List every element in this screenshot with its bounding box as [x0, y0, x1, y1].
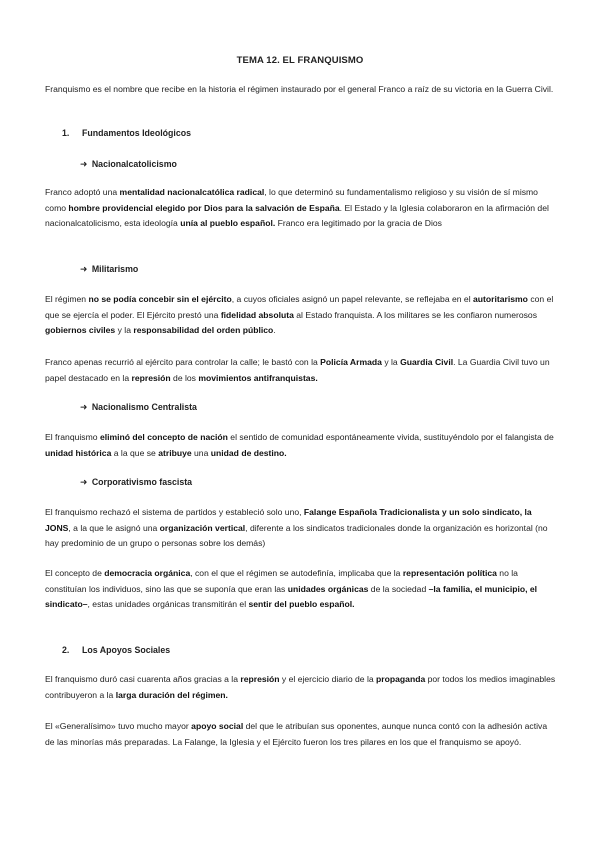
text-run: a la que se — [111, 447, 159, 458]
section-number: 2. — [62, 645, 70, 655]
subheading-corporativismo: ➜ Corporativismo fascista — [80, 477, 193, 487]
paragraph-militarismo-1 — [45, 292, 557, 339]
text-run: y la — [381, 357, 401, 367]
subheading-nacionalismo: ➜ Nacionalismo Centralista — [80, 402, 197, 412]
text-run: . — [273, 325, 276, 336]
text-run: El «Generalísimo» tuvo mucho mayor — [45, 721, 192, 731]
bold-text: unidades orgánicas — [287, 583, 369, 594]
arrow-icon: ➜ — [80, 264, 88, 274]
text-run: El franquismo rechazó el sistema de partidos y estableció solo uno, — [45, 507, 304, 517]
bold-text: mentalidad nacionalcatólica radical — [119, 187, 265, 197]
bold-text: eliminó del concepto de nación — [99, 432, 228, 442]
text-run: El concepto de — [45, 568, 105, 578]
text-run: , a la que le asignó una — [68, 522, 160, 533]
bold-text: larga duración del régimen. — [115, 689, 228, 700]
bold-text: sentir del pueblo español. — [248, 599, 355, 610]
text-run: . El Estado y la Iglesia colaboraron en la afirmación del nacionalcatolicismo, esta ideología — [45, 202, 549, 229]
bold-text: Policía Armada — [320, 357, 382, 367]
arrow-icon: ➜ — [80, 402, 88, 412]
bold-text: represión — [240, 674, 280, 684]
text-run: , estas unidades orgánicas transmitirán el — [87, 599, 249, 610]
text-run: con el que se ejercía el poder. El Ejército prestó una — [45, 294, 554, 320]
bold-text: democracia orgánica — [104, 568, 191, 578]
bold-text: propaganda — [376, 674, 426, 684]
text-run: de los — [170, 372, 199, 383]
bold-text: responsabilidad del orden público — [133, 325, 274, 336]
paragraph-nacionalcatolicismo — [45, 185, 557, 232]
subheading-nacionalcatolicismo: ➜ Nacionalcatolicismo — [80, 159, 177, 169]
text-run: Franco adoptó una — [45, 187, 120, 197]
section-number: 1. — [62, 128, 70, 138]
bold-text: autoritarismo — [473, 294, 528, 304]
text-run: y el ejercicio diario de la — [279, 674, 377, 684]
bold-text: Falange Española Tradicionalista y un solo sindicato, la JONS — [45, 507, 532, 533]
arrow-icon: ➜ — [80, 477, 88, 487]
text-run: , con el que el régimen se autodefinía, implicaba que la — [190, 568, 403, 578]
text-run: El régimen — [45, 294, 89, 304]
bold-text: apoyo social — [191, 721, 244, 731]
paragraph-nacionalismo — [45, 430, 557, 461]
text-run: El franquismo — [45, 432, 100, 442]
text-run: . La Guardia Civil tuvo un papel destacado en la — [45, 357, 550, 383]
section-title: Fundamentos Ideológicos — [82, 128, 191, 138]
bold-text: representación política — [402, 568, 497, 578]
bold-text: fidelidad absoluta — [220, 309, 294, 320]
text-run: El franquismo duró casi cuarenta años gracias a la — [45, 674, 241, 684]
bold-text: atribuye — [158, 447, 192, 458]
text-run: Franco era legitimado por la gracia de Dios — [275, 218, 442, 229]
bold-text: represión — [131, 372, 171, 383]
bold-text: Guardia Civil — [400, 357, 454, 367]
subheading-militarismo: ➜ Militarismo — [80, 264, 139, 274]
section-heading-2 — [62, 645, 170, 655]
text-run: , diferente a los sindicatos tradicionales donde la organización es horizontal (no hay predominio de un grupo o personas sobre los demás) — [45, 522, 548, 549]
text-run: Franco apenas recurrió al ejército para controlar la calle; le bastó con la — [45, 357, 321, 367]
text-run: el sentido de comunidad espontáneamente vivida, sustituyéndolo por el falangista de — [227, 432, 554, 442]
intro-paragraph: Franquismo es el nombre que recibe en la historia el régimen instaurado por el general Franco a raíz de su victoria en la Guerra Civil. — [45, 84, 554, 94]
text-run: por todos los medios imaginables contribuyeron a la — [45, 674, 556, 700]
bold-text: unidad histórica — [45, 447, 112, 458]
text-run: , lo que determinó su fundamentalismo religioso y su visión de sí mismo como — [45, 187, 538, 213]
text-run: no la constituían los individuos, sino las que se suponía que eran las — [45, 568, 518, 594]
arrow-icon: ➜ — [80, 159, 88, 169]
bold-text: unidad de destino. — [210, 447, 287, 458]
bold-text: unía al pueblo español. — [180, 218, 276, 229]
paragraph-corporativismo-1 — [45, 505, 557, 552]
section-title: Los Apoyos Sociales — [82, 645, 171, 655]
bold-text: hombre providencial elegido por Dios para la salvación de España — [68, 202, 340, 213]
text-run: , a cuyos oficiales asignó un papel relevante, se reflejaba en el — [231, 294, 474, 304]
text-run: y la — [115, 325, 134, 336]
paragraph-apoyos-1 — [45, 672, 557, 703]
paragraph-militarismo-2 — [45, 355, 557, 386]
bold-text: no se podía concebir sin el ejército — [88, 294, 232, 304]
bold-text: gobiernos civiles — [45, 325, 116, 336]
text-run: una — [191, 447, 211, 458]
text-run: de la sociedad — [368, 583, 429, 594]
bold-text: organización vertical — [159, 522, 246, 533]
paragraph-corporativismo-2 — [45, 566, 557, 613]
bold-text: movimientos antifranquistas. — [198, 372, 318, 383]
paragraph-apoyos-2 — [45, 719, 557, 750]
text-run: al Estado franquista. A los militares se les confiaron numerosos — [293, 309, 538, 320]
text-run: del que le atribuían sus oponentes, aunque nunca contó con la adhesión activa de las minorías más preparadas. La Falange, la Iglesia y el Ejército fueron los tres pilares en los que el franquismo se apoyó. — [45, 721, 548, 747]
bold-text: –la familia, el municipio, el sindicato– — [45, 583, 538, 610]
page-title: TEMA 12. EL FRANQUISMO — [236, 55, 364, 66]
section-heading-1 — [62, 128, 191, 138]
